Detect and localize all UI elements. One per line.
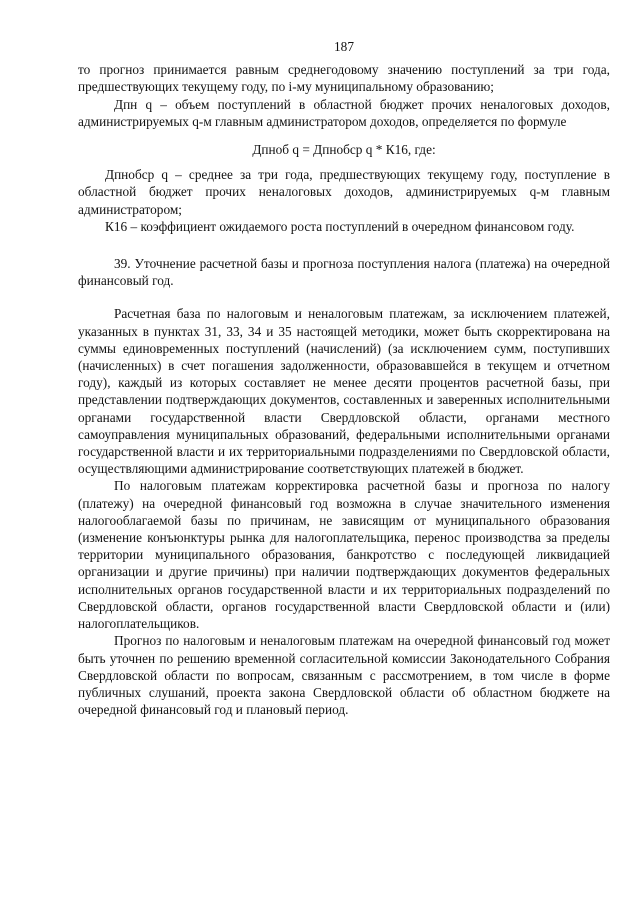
paragraph-tax-correction: По налоговым платежам корректировка расчетной базы и прогноза по налогу (платежу) на очередной финансовый год возможна в случае значительного изменения налогооблагаемой базы по причинам, не зависящим от муниципального образования (изменение конъюнктуры рынка для налогоплательщика, перенос производства за пределы территории муниципального образования, банкротство с последующей ликвидацией организации и другие причины) при наличии подтверждающих документов федеральных исполнительных органов государственной власти и их территориальных подразделений по Свердловской области, органов государственной власти Свердловской области и (или) налогоплательщиков. — [78, 478, 610, 632]
section-heading-39: 39. Уточнение расчетной базы и прогноза поступления налога (платежа) на очередной финансовый год. — [78, 256, 610, 289]
page-number: 187 — [334, 39, 354, 54]
paragraph-forecast-update: Прогноз по налоговым и неналоговым платежам на очередной финансовый год может быть уточнен по решению временной согласительной комиссии Законодательного Собрания Свердловской области по вопросам, связанным с рассмотрением, в том числе в форме публичных слушаний, проекта закона Свердловской области об областном бюджете на очередной финансовый год и плановый период. — [78, 633, 610, 718]
paragraph-base-correction: Расчетная база по налоговым и неналоговым платежам, за исключением платежей, указанных в пунктах 31, 33, 34 и 35 настоящей методики, может быть скорректирована на суммы единовременных поступлений (начислений) (за исключением сумм, поступивших (начисленных) в счет погашения задолженности, образовавшейся в текущем и отчетном году), каждый из которых составляет не менее десяти процентов расчетной базы, при представлении подтверждающих документов, составленных и заверенных исполнительными органами государственной власти Свердловской области, органами местного самоуправления муниципальных образований, федеральными исполнительными органами государственной власти и их территориальными подразделениями по Свердловской области, осуществляющими администрирование соответствующих платежей в бюджет. — [78, 306, 610, 477]
formula: Дпноб q = Дпнобср q * К16, где: — [252, 142, 436, 158]
paragraph-k16-definition: К16 – коэффициент ожидаемого роста поступлений в очередном финансовом году. — [105, 218, 575, 234]
paragraph-forecast-average: то прогноз принимается равным среднегодовому значению поступлений за три года, предшествующих текущему году, по i-му муниципальному образованию; — [78, 62, 610, 95]
document-page — [78, 38, 610, 718]
paragraph-dpn-definition: Дпн q – объем поступлений в областной бюджет прочих неналоговых доходов, администрируемых q-м главным администратором доходов, определяется по формуле — [78, 96, 610, 129]
paragraph-dpnobsr-definition: Дпнобср q – среднее за три года, предшествующих текущему году, поступление в областной бюджет прочих неналоговых доходов, администрируемых q-м главным администратором; — [78, 167, 610, 217]
